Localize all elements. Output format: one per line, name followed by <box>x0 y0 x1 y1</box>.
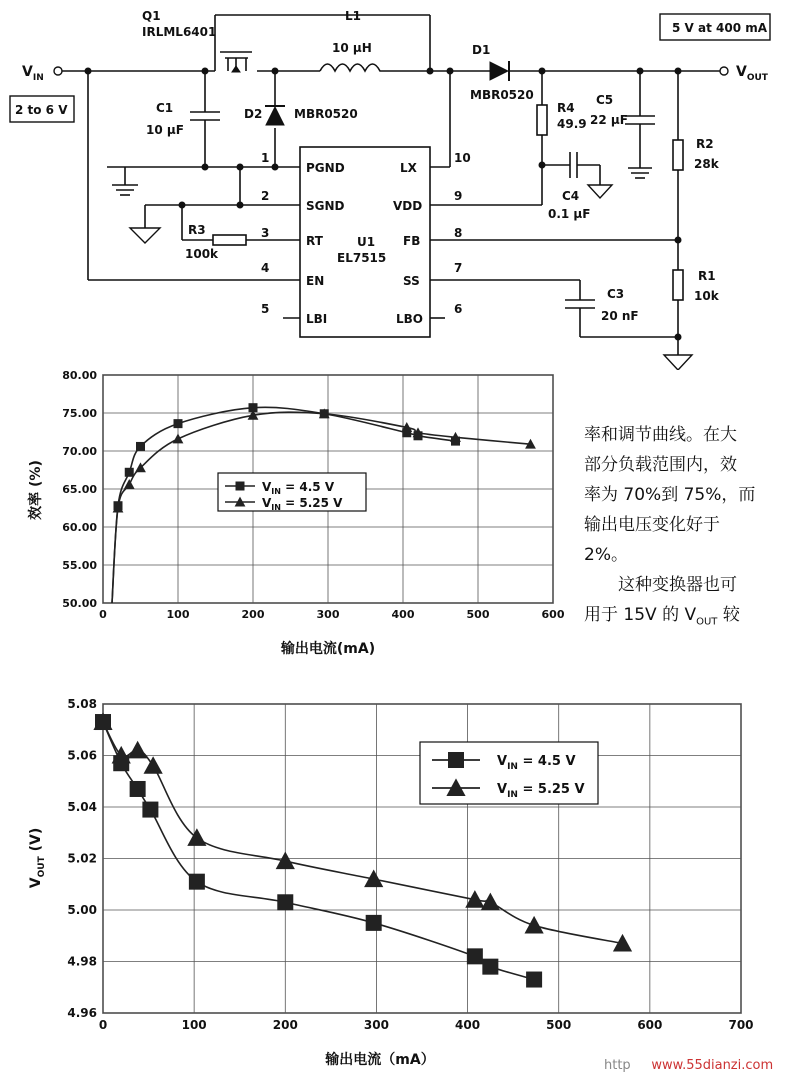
x-tick-label: 300 <box>316 608 340 621</box>
svg-text:LBI: LBI <box>306 312 328 326</box>
c3-value: 20 nF <box>601 309 639 323</box>
y-tick-label: 5.04 <box>67 800 97 814</box>
vin-label: $V_{IN}$ <box>22 64 44 83</box>
x-tick-label: 400 <box>391 608 415 621</box>
data-point <box>366 915 382 931</box>
r2-ref: R2 <box>696 137 714 151</box>
c5-value: 22 μF <box>590 113 628 127</box>
svg-text:4: 4 <box>261 261 270 275</box>
paragraph-line: 率为 70%到 75%，而 <box>584 485 756 505</box>
r3-value: 100k <box>185 247 219 261</box>
d2-ref: D2 <box>244 107 263 121</box>
svg-text:10: 10 <box>454 151 471 165</box>
efficiency-chart <box>0 360 575 665</box>
x-tick-label: 700 <box>728 1018 754 1032</box>
c1-ref: C1 <box>156 101 174 115</box>
d2-part: MBR0520 <box>294 107 358 121</box>
svg-text:8: 8 <box>454 226 463 240</box>
svg-text:EN: EN <box>306 274 325 288</box>
svg-text:VDD: VDD <box>393 199 423 213</box>
legend-label: $V_{IN} = 5.25$ V <box>262 496 343 512</box>
u1-part: EL7515 <box>337 251 387 265</box>
vout-label: $V_{OUT}$ <box>736 64 768 83</box>
paragraph-line: 这种变换器也可 <box>618 575 737 595</box>
svg-text:FB: FB <box>403 234 421 248</box>
y-tick-label: 50.00 <box>62 597 97 610</box>
q1-ref: Q1 <box>142 9 161 23</box>
paragraph-line: 输出电压变化好于 <box>584 515 720 535</box>
legend-marker <box>236 482 245 491</box>
x-tick-label: 600 <box>541 608 565 621</box>
svg-text:3: 3 <box>261 226 270 240</box>
paragraph-line: 2%。 <box>584 545 628 565</box>
x-axis-label: 输出电流(mA) <box>280 641 376 657</box>
legend-label: $V_{IN} = 4.5$ V <box>262 480 335 496</box>
paragraph-line: 用于 15V 的 $V_{OUT}$ 较 <box>584 605 740 628</box>
svg-text:LX: LX <box>400 161 417 175</box>
svg-text:SS: SS <box>403 274 420 288</box>
d1-ref: D1 <box>472 43 491 57</box>
data-point <box>136 442 145 451</box>
x-tick-label: 200 <box>241 608 265 621</box>
data-point <box>125 468 134 477</box>
r4-value: 49.9 <box>557 117 587 131</box>
l1-ref: L1 <box>345 9 361 23</box>
paragraph-line: 部分负载范围内，效 <box>584 455 737 475</box>
x-tick-label: 0 <box>98 1018 108 1032</box>
l1-value: 10 μH <box>332 41 372 55</box>
ic-pins-right <box>393 151 471 326</box>
y-tick-label: 4.96 <box>67 1006 97 1020</box>
svg-text:LBO: LBO <box>396 312 423 326</box>
y-tick-label: 5.00 <box>67 903 97 917</box>
svg-text:1: 1 <box>261 151 270 165</box>
x-tick-label: 400 <box>455 1018 481 1032</box>
ic-pins-left <box>261 151 345 326</box>
svg-text:5: 5 <box>261 302 270 316</box>
y-tick-label: 80.00 <box>62 369 97 382</box>
r1-ref: R1 <box>698 269 716 283</box>
svg-text:SGND: SGND <box>306 199 345 213</box>
data-point <box>482 959 498 975</box>
c4-value: 0.1 μF <box>548 207 591 221</box>
u1-ref: U1 <box>357 235 376 249</box>
c5-ref: C5 <box>596 93 614 107</box>
article-text <box>584 420 784 637</box>
svg-text:RT: RT <box>306 234 323 248</box>
c4-ref: C4 <box>562 189 580 203</box>
y-tick-label: 65.00 <box>62 483 97 496</box>
r2-value: 28k <box>694 157 719 171</box>
circuit-schematic <box>0 0 787 370</box>
d1-part: MBR0520 <box>470 88 534 102</box>
y-tick-label: 55.00 <box>62 559 97 572</box>
data-point <box>130 781 146 797</box>
x-tick-label: 0 <box>99 608 107 621</box>
legend-label: $V_{IN} = 5.25$ V <box>497 782 585 800</box>
y-tick-label: 5.02 <box>67 851 97 866</box>
data-point <box>174 419 183 428</box>
paragraph-line: 率和调节曲线。在大 <box>584 425 737 445</box>
svg-text:9: 9 <box>454 189 463 203</box>
watermark: http www.55dianzi.com <box>604 1058 774 1073</box>
x-tick-label: 500 <box>466 608 490 621</box>
c1-value: 10 μF <box>146 123 184 137</box>
data-point <box>526 972 542 988</box>
y-tick-label: 75.00 <box>62 407 97 420</box>
y-tick-label: 70.00 <box>62 445 97 458</box>
data-point <box>142 802 158 818</box>
x-tick-label: 100 <box>166 608 190 621</box>
x-tick-label: 500 <box>546 1018 572 1032</box>
x-tick-label: 100 <box>181 1018 207 1032</box>
svg-text:6: 6 <box>454 302 463 316</box>
svg-text:PGND: PGND <box>306 161 345 175</box>
r3-ref: R3 <box>188 223 206 237</box>
x-tick-label: 300 <box>363 1018 389 1032</box>
q1-part: IRLML6401 <box>142 25 217 39</box>
y-tick-label: 5.08 <box>67 697 97 711</box>
data-point <box>277 894 293 910</box>
data-point <box>189 874 205 890</box>
vout-regulation-chart <box>0 690 787 1079</box>
c3-ref: C3 <box>607 287 625 301</box>
y-axis-label: 效率 (%) <box>28 460 44 520</box>
y-tick-label: 5.06 <box>67 748 97 763</box>
vin-range: 2 to 6 V <box>15 103 68 117</box>
x-tick-label: 200 <box>272 1018 298 1032</box>
svg-text:2: 2 <box>261 189 270 203</box>
y-axis-label: $V_{OUT}$ (V) <box>28 827 47 889</box>
y-tick-label: 4.98 <box>67 954 97 969</box>
data-point <box>467 948 483 964</box>
y-tick-label: 60.00 <box>62 521 97 534</box>
legend-label: $V_{IN} = 4.5$ V <box>497 754 576 772</box>
vout-spec: 5 V at 400 mA <box>672 21 768 35</box>
svg-text:7: 7 <box>454 261 463 275</box>
r4-ref: R4 <box>557 101 575 115</box>
r1-value: 10k <box>694 289 719 303</box>
x-axis-label: 输出电流（mA） <box>325 1052 435 1068</box>
legend-marker <box>448 752 464 768</box>
x-tick-label: 600 <box>637 1018 663 1032</box>
